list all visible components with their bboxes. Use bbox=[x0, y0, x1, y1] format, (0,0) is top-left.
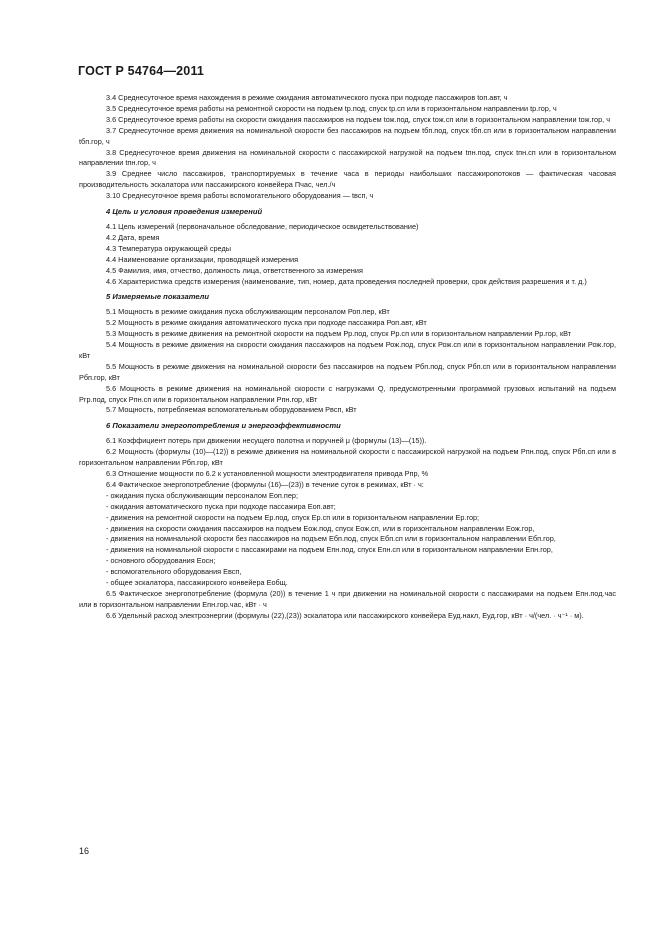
paragraph: 4.3 Температура окружающей среды bbox=[106, 243, 231, 253]
paragraph: 5.2 Мощность в режиме ожидания автоматического пуска при подходе пассажира Роп.авт, кВт bbox=[106, 318, 427, 328]
paragraph: 3.5 Среднесуточное время работы на ремонтной скорости на подъем tр.под, спуск tр.сп или в горизонтальном направлении tр.гор, ч bbox=[106, 103, 557, 113]
paragraph: - движения на скорости ожидания пассажиров на подъем Еож.под, спуск Еож.сп, или в горизонтальном направлении Еож.гор, bbox=[106, 523, 535, 533]
paragraph: 3.9 Среднее число пассажиров, транспортируемых в течение часа в периоды наибольших пассажиропотоков — фактическая часовая производительность эскалатора или пассажирского конвейера Пчас, чел./ч bbox=[79, 169, 616, 190]
paragraph: 4.6 Характеристика средств измерения (наименование, тип, номер, дата проведения последней проверки, срок действия разрешения и т. д.) bbox=[106, 276, 587, 286]
paragraph: 5.4 Мощность в режиме движения на скорости ожидания пассажиров на подъем Рож.под, спуск Рож.сп или в горизонтальном направлении Рож.гор, кВт bbox=[79, 340, 616, 360]
paragraph: 4.1 Цель измерений (первоначальное обследование, периодическое освидетельствование) bbox=[106, 221, 419, 231]
paragraph: - основного оборудования Еосн; bbox=[106, 556, 216, 566]
paragraph: - ожидания пуска обслуживающим персоналом Еоп.пер; bbox=[106, 490, 298, 500]
paragraph: 6.3 Отношение мощности по 6.2 к установленной мощности электродвигателя привода Рпр, % bbox=[106, 469, 429, 478]
section-heading: 6 Показатели энергопотребления и энергоэффективности bbox=[106, 421, 341, 431]
paragraph: 5.3 Мощность в режиме движения на ремонтной скорости на подъем Рр.под, спуск Рр.сп или в горизонтальном направлении Рр.гор, кВт bbox=[106, 329, 572, 339]
paragraph: 4.4 Наименование организации, проводящей измерения bbox=[106, 254, 299, 264]
paragraph: 4.2 Дата, время bbox=[106, 232, 160, 242]
paragraph: - общее эскалатора, пассажирского конвейера Еобщ. bbox=[106, 578, 288, 588]
paragraph: - движения на номинальной скорости без пассажиров на подъем Ебп.под, спуск Ебп.сп или в горизонтальном направлении Ебп.гор, bbox=[106, 534, 556, 544]
section-heading: 4 Цель и условия проведения измерений bbox=[106, 207, 263, 217]
paragraph: 6.2 Мощность (формулы (10)—(12)) в режиме движения на номинальной скорости с пассажирской нагрузкой на подъем Рпн.под, спуск Рбп.сп или в горизонтальном направлении Рбп.гор, кВт bbox=[79, 447, 616, 468]
paragraph: 3.8 Среднесуточное время движения на номинальной скорости с пассажирской нагрузкой на подъем tпн.под, спуск tпн.сп или в горизонтальном направлении tпн.гор, ч bbox=[79, 147, 616, 168]
paragraph: - ожидания автоматического пуска при подходе пассажира Еоп.авт; bbox=[106, 501, 336, 511]
paragraph: 5.5 Мощность в режиме движения на номинальной скорости без пассажиров на подъем Рбп.под, спуск Рбп.сп или в горизонтальном направлении Рбп.гор, кВт bbox=[79, 361, 616, 382]
paragraph: 6.5 Фактическое энергопотребление (формула (20)) в течение 1 ч при движении на номинальной скорости с пассажирами на подъем Епн.под.час или в горизонтальном направлении Епн.гор.час, кВт · ч bbox=[79, 588, 616, 609]
paragraph: 5.1 Мощность в режиме ожидания пуска обслуживающим персоналом Роп.пер, кВт bbox=[106, 307, 390, 317]
paragraph: 6.4 Фактическое энергопотребление (формулы (16)—(23)) в течение суток в режимах, кВт · ч: bbox=[106, 479, 424, 489]
paragraph: 5.7 Мощность, потребляемая вспомогательным оборудованием Рвсп, кВт bbox=[106, 405, 357, 415]
paragraph: 3.7 Среднесуточное время движения на номинальной скорости без пассажиров на подъем tбп.под, спуск tбп.сп или в горизонтальном направлении tбп.гор, ч bbox=[79, 125, 616, 146]
paragraph: 3.4 Среднесуточное время нахождения в режиме ожидания автоматического пуска при подходе пассажиров tоп.авт, ч bbox=[106, 93, 508, 102]
document-body bbox=[79, 93, 616, 622]
paragraph: 3.10 Среднесуточное время работы вспомогательного оборудования — tвсп, ч bbox=[106, 191, 374, 201]
paragraph: 5.6 Мощность в режиме движения на номинальной скорости с нагрузками Q, предусмотренными программой грузовых испытаний на подъем Ргр.под, спуск Рпн.сп или в горизонтальном направлении Рпн.гор, кВт bbox=[79, 383, 616, 404]
document-header: ГОСТ Р 54764—2011 bbox=[78, 64, 205, 78]
paragraph: 3.6 Среднесуточное время работы на скорости ожидания пассажиров на подъем tож.под, спуск tож.сп или в горизонтальном направлении tож.гор, ч bbox=[106, 114, 610, 124]
section-heading: 5 Измеряемые показатели bbox=[106, 292, 210, 302]
paragraph: - вспомогательного оборудования Евсп, bbox=[106, 567, 242, 577]
paragraph: - движения на номинальной скорости с пассажирами на подъем Епн.под, спуск Епн.сп или в горизонтальном направлении Епн.гор, bbox=[106, 545, 553, 555]
page-number: 16 bbox=[79, 846, 90, 856]
paragraph: 6.1 Коэффициент потерь при движении несущего полотна и поручней μ (формулы (13)—(15)). bbox=[106, 436, 427, 446]
paragraph: 6.6 Удельный расход электроэнергии (формулы (22),(23)) эскалатора или пассажирского конвейера Еуд.накл, Еуд.гор, кВт · ч/(чел. · ч⁻¹ · м). bbox=[106, 610, 584, 620]
paragraph: 4.5 Фамилия, имя, отчество, должность лица, ответственного за измерения bbox=[106, 265, 363, 275]
paragraph: - движения на ремонтной скорости на подъем Ер.под, спуск Ер.сп или в горизонтальном направлении Ер.гор; bbox=[106, 512, 480, 522]
